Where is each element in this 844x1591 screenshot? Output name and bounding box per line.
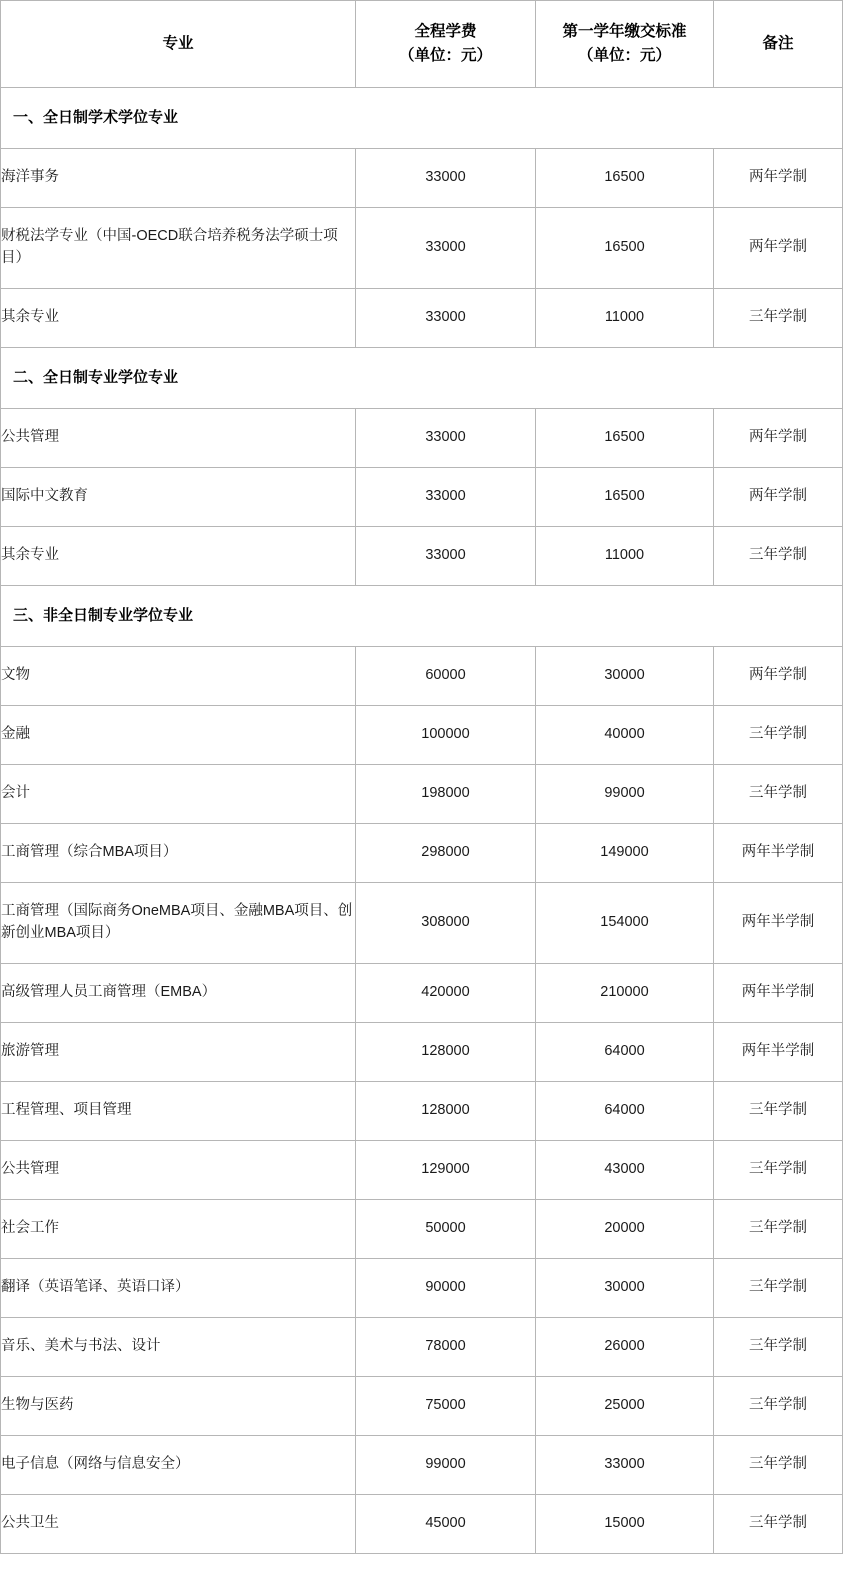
column-header-first-year-unit: （单位：元） bbox=[577, 47, 671, 64]
cell-remark: 两年学制 bbox=[714, 149, 843, 208]
table-row bbox=[1, 706, 843, 765]
column-header-total-fee-unit: （单位：元） bbox=[398, 47, 492, 64]
section-row bbox=[1, 348, 843, 409]
cell-remark: 两年学制 bbox=[714, 468, 843, 527]
cell-remark: 三年学制 bbox=[714, 1082, 843, 1141]
cell-first-year: 11000 bbox=[536, 289, 714, 348]
cell-remark: 两年半学制 bbox=[714, 964, 843, 1023]
section-label: 二、全日制专业学位专业 bbox=[1, 348, 843, 409]
table-row bbox=[1, 1082, 843, 1141]
table-row bbox=[1, 208, 843, 289]
cell-major: 会计 bbox=[1, 765, 356, 824]
cell-major: 其余专业 bbox=[1, 527, 356, 586]
cell-total-fee: 60000 bbox=[356, 647, 536, 706]
cell-first-year: 64000 bbox=[536, 1023, 714, 1082]
table-body bbox=[1, 88, 843, 1554]
table-row bbox=[1, 1023, 843, 1082]
cell-first-year: 149000 bbox=[536, 824, 714, 883]
cell-first-year: 210000 bbox=[536, 964, 714, 1023]
cell-major: 其余专业 bbox=[1, 289, 356, 348]
cell-remark: 三年学制 bbox=[714, 527, 843, 586]
table-row bbox=[1, 824, 843, 883]
table-row bbox=[1, 647, 843, 706]
section-row bbox=[1, 88, 843, 149]
table-row bbox=[1, 1377, 843, 1436]
cell-first-year: 16500 bbox=[536, 468, 714, 527]
cell-first-year: 154000 bbox=[536, 883, 714, 964]
table-row bbox=[1, 1436, 843, 1495]
cell-total-fee: 45000 bbox=[356, 1495, 536, 1554]
cell-major: 高级管理人员工商管理（EMBA） bbox=[1, 964, 356, 1023]
table-row bbox=[1, 527, 843, 586]
cell-total-fee: 33000 bbox=[356, 409, 536, 468]
cell-remark: 三年学制 bbox=[714, 1318, 843, 1377]
cell-major: 音乐、美术与书法、设计 bbox=[1, 1318, 356, 1377]
table-row bbox=[1, 409, 843, 468]
table-row bbox=[1, 468, 843, 527]
cell-major: 公共管理 bbox=[1, 1141, 356, 1200]
cell-first-year: 33000 bbox=[536, 1436, 714, 1495]
cell-total-fee: 33000 bbox=[356, 208, 536, 289]
cell-major: 工商管理（综合MBA项目） bbox=[1, 824, 356, 883]
cell-first-year: 40000 bbox=[536, 706, 714, 765]
cell-remark: 三年学制 bbox=[714, 289, 843, 348]
cell-major: 公共卫生 bbox=[1, 1495, 356, 1554]
cell-major: 文物 bbox=[1, 647, 356, 706]
cell-first-year: 99000 bbox=[536, 765, 714, 824]
column-header-first-year bbox=[536, 1, 714, 88]
cell-major: 国际中文教育 bbox=[1, 468, 356, 527]
cell-remark: 两年学制 bbox=[714, 647, 843, 706]
cell-remark: 两年学制 bbox=[714, 409, 843, 468]
cell-total-fee: 298000 bbox=[356, 824, 536, 883]
cell-first-year: 16500 bbox=[536, 208, 714, 289]
table-row bbox=[1, 1318, 843, 1377]
table-row bbox=[1, 149, 843, 208]
table-row bbox=[1, 883, 843, 964]
cell-remark: 两年半学制 bbox=[714, 883, 843, 964]
cell-major: 金融 bbox=[1, 706, 356, 765]
cell-major: 生物与医药 bbox=[1, 1377, 356, 1436]
cell-remark: 三年学制 bbox=[714, 1141, 843, 1200]
table-row bbox=[1, 964, 843, 1023]
cell-total-fee: 308000 bbox=[356, 883, 536, 964]
cell-first-year: 25000 bbox=[536, 1377, 714, 1436]
column-header-remark: 备注 bbox=[714, 1, 843, 88]
cell-first-year: 16500 bbox=[536, 409, 714, 468]
cell-total-fee: 128000 bbox=[356, 1082, 536, 1141]
cell-total-fee: 128000 bbox=[356, 1023, 536, 1082]
section-label: 三、非全日制专业学位专业 bbox=[1, 586, 843, 647]
cell-total-fee: 50000 bbox=[356, 1200, 536, 1259]
cell-total-fee: 78000 bbox=[356, 1318, 536, 1377]
cell-first-year: 30000 bbox=[536, 1259, 714, 1318]
cell-remark: 三年学制 bbox=[714, 765, 843, 824]
table-row bbox=[1, 1259, 843, 1318]
cell-total-fee: 198000 bbox=[356, 765, 536, 824]
cell-major: 海洋事务 bbox=[1, 149, 356, 208]
cell-remark: 两年半学制 bbox=[714, 1023, 843, 1082]
column-header-total-fee bbox=[356, 1, 536, 88]
cell-remark: 三年学制 bbox=[714, 706, 843, 765]
cell-first-year: 11000 bbox=[536, 527, 714, 586]
section-label: 一、全日制学术学位专业 bbox=[1, 88, 843, 149]
cell-major: 工商管理（国际商务OneMBA项目、金融MBA项目、创新创业MBA项目） bbox=[1, 883, 356, 964]
table-header bbox=[1, 1, 843, 88]
table-row bbox=[1, 1200, 843, 1259]
section-row bbox=[1, 586, 843, 647]
header-row bbox=[1, 1, 843, 88]
table-row bbox=[1, 289, 843, 348]
cell-total-fee: 90000 bbox=[356, 1259, 536, 1318]
cell-first-year: 43000 bbox=[536, 1141, 714, 1200]
table-row bbox=[1, 1495, 843, 1554]
cell-total-fee: 420000 bbox=[356, 964, 536, 1023]
table-row bbox=[1, 765, 843, 824]
cell-first-year: 30000 bbox=[536, 647, 714, 706]
cell-major: 工程管理、项目管理 bbox=[1, 1082, 356, 1141]
cell-total-fee: 99000 bbox=[356, 1436, 536, 1495]
cell-major: 电子信息（网络与信息安全） bbox=[1, 1436, 356, 1495]
cell-major: 社会工作 bbox=[1, 1200, 356, 1259]
cell-first-year: 64000 bbox=[536, 1082, 714, 1141]
column-header-major: 专业 bbox=[1, 1, 356, 88]
cell-first-year: 16500 bbox=[536, 149, 714, 208]
cell-total-fee: 129000 bbox=[356, 1141, 536, 1200]
cell-remark: 两年学制 bbox=[714, 208, 843, 289]
cell-remark: 两年半学制 bbox=[714, 824, 843, 883]
cell-total-fee: 100000 bbox=[356, 706, 536, 765]
cell-remark: 三年学制 bbox=[714, 1436, 843, 1495]
column-header-first-year-title: 第一学年缴交标准 bbox=[562, 22, 687, 40]
cell-total-fee: 33000 bbox=[356, 527, 536, 586]
cell-major: 公共管理 bbox=[1, 409, 356, 468]
cell-major: 财税法学专业（中国-OECD联合培养税务法学硕士项目） bbox=[1, 208, 356, 289]
cell-remark: 三年学制 bbox=[714, 1377, 843, 1436]
cell-remark: 三年学制 bbox=[714, 1200, 843, 1259]
cell-first-year: 20000 bbox=[536, 1200, 714, 1259]
cell-total-fee: 33000 bbox=[356, 149, 536, 208]
cell-first-year: 26000 bbox=[536, 1318, 714, 1377]
cell-first-year: 15000 bbox=[536, 1495, 714, 1554]
cell-total-fee: 33000 bbox=[356, 289, 536, 348]
column-header-total-fee-title: 全程学费 bbox=[414, 22, 477, 40]
cell-remark: 三年学制 bbox=[714, 1495, 843, 1554]
cell-total-fee: 33000 bbox=[356, 468, 536, 527]
table-row bbox=[1, 1141, 843, 1200]
cell-major: 旅游管理 bbox=[1, 1023, 356, 1082]
cell-total-fee: 75000 bbox=[356, 1377, 536, 1436]
cell-remark: 三年学制 bbox=[714, 1259, 843, 1318]
cell-major: 翻译（英语笔译、英语口译） bbox=[1, 1259, 356, 1318]
